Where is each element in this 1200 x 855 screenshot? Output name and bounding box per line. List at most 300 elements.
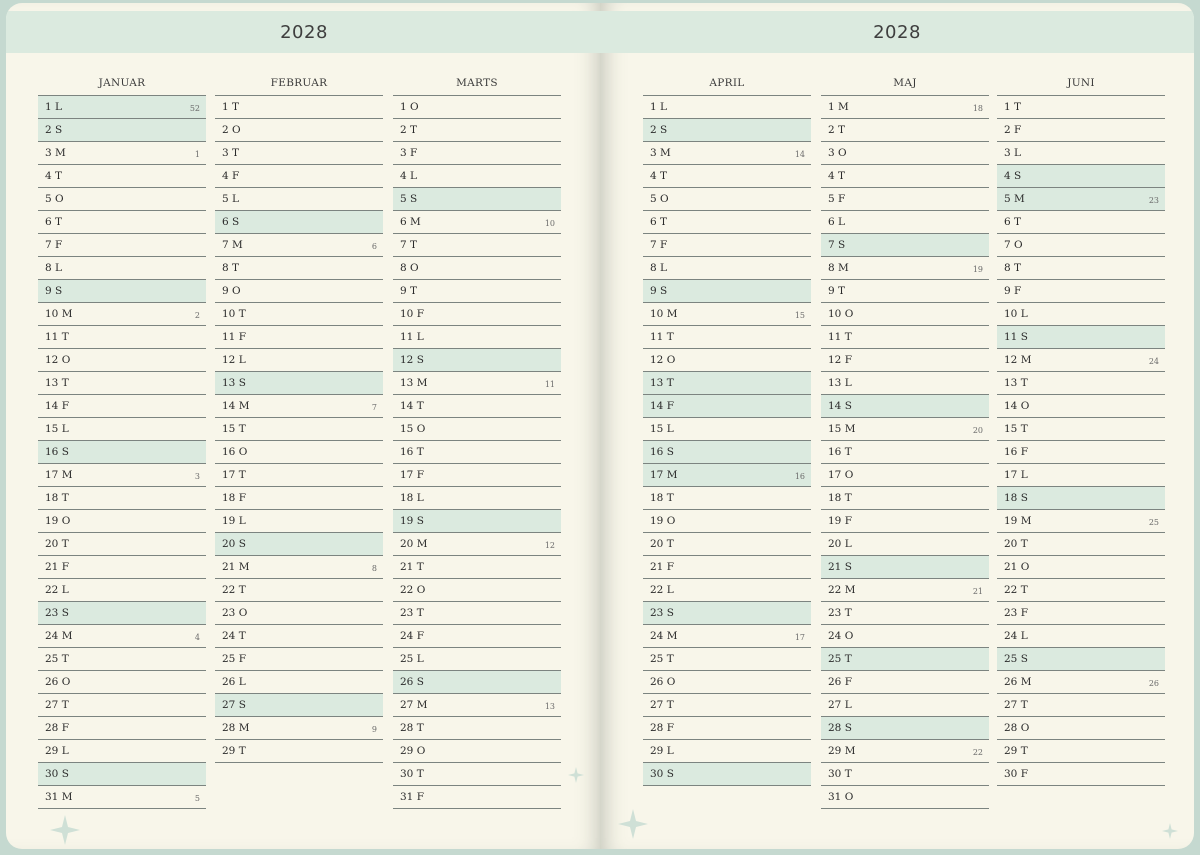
day-label: 4 T: [828, 170, 846, 182]
day-row: [215, 487, 383, 510]
day-label: 10 T: [222, 308, 246, 320]
day-label: 14 O: [1004, 400, 1030, 412]
day-row: [38, 142, 206, 165]
day-label: 22 M: [828, 584, 856, 596]
day-label: 23 F: [1004, 607, 1028, 619]
day-label: 31 M: [45, 791, 73, 803]
day-row: [38, 303, 206, 326]
day-row: [643, 671, 811, 694]
day-label: 19 O: [650, 515, 676, 527]
day-label: 7 F: [45, 239, 63, 251]
day-row: [821, 763, 989, 786]
day-label: 21 O: [1004, 561, 1030, 573]
day-label: 6 T: [45, 216, 63, 228]
day-label: 17 O: [828, 469, 854, 481]
day-row: [997, 487, 1165, 510]
day-row: [215, 165, 383, 188]
day-row: [997, 556, 1165, 579]
day-row: [393, 188, 561, 211]
day-label: 1 T: [1004, 101, 1022, 113]
day-row: [38, 418, 206, 441]
day-row: [38, 648, 206, 671]
day-label: 4 L: [400, 170, 417, 182]
day-row: [393, 165, 561, 188]
day-label: 17 T: [222, 469, 246, 481]
week-number: 6: [371, 242, 377, 251]
day-row: [821, 165, 989, 188]
day-row: [643, 717, 811, 740]
day-label: 15 O: [400, 423, 426, 435]
day-row: [997, 280, 1165, 303]
day-label: 18 T: [828, 492, 852, 504]
day-label: 9 T: [400, 285, 418, 297]
month-column-februar: [215, 71, 383, 763]
day-row: [997, 694, 1165, 717]
day-row: [643, 119, 811, 142]
day-row: [38, 211, 206, 234]
sparkle-icon: [50, 815, 80, 845]
day-label: 14 F: [45, 400, 69, 412]
day-row: [215, 372, 383, 395]
day-label: 28 F: [650, 722, 674, 734]
day-row: [215, 510, 383, 533]
day-row: [38, 579, 206, 602]
day-label: 23 T: [400, 607, 424, 619]
day-row: [821, 579, 989, 602]
day-row: [643, 579, 811, 602]
day-label: 19 L: [222, 515, 246, 527]
day-row: [643, 326, 811, 349]
day-row: [393, 211, 561, 234]
day-label: 8 L: [45, 262, 62, 274]
week-number: 24: [1148, 357, 1159, 366]
day-row: [393, 694, 561, 717]
day-label: 26 F: [828, 676, 852, 688]
day-label: 1 L: [650, 101, 667, 113]
month-column-marts: [393, 71, 561, 809]
day-label: 27 T: [650, 699, 674, 711]
day-row: [393, 234, 561, 257]
day-label: 25 L: [400, 653, 424, 665]
day-row: [997, 119, 1165, 142]
day-row: [821, 326, 989, 349]
day-label: 26 S: [400, 676, 424, 688]
week-number: 52: [189, 104, 200, 113]
week-number: 13: [544, 702, 555, 711]
day-label: 16 T: [828, 446, 852, 458]
day-row: [997, 211, 1165, 234]
day-row: [643, 487, 811, 510]
day-label: 17 F: [400, 469, 424, 481]
day-row: [821, 602, 989, 625]
day-row: [38, 257, 206, 280]
day-label: 27 T: [1004, 699, 1028, 711]
day-label: 15 T: [1004, 423, 1028, 435]
day-label: 14 M: [222, 400, 250, 412]
day-label: 8 T: [1004, 262, 1022, 274]
day-row: [393, 763, 561, 786]
day-label: 12 S: [400, 354, 424, 366]
day-row: [821, 786, 989, 809]
day-label: 17 M: [45, 469, 73, 481]
day-label: 11 L: [400, 331, 424, 343]
month-name: MAJ: [821, 71, 989, 96]
day-label: 18 F: [222, 492, 246, 504]
day-label: 10 O: [828, 308, 854, 320]
day-row: [997, 648, 1165, 671]
week-number: 22: [972, 748, 983, 757]
day-label: 26 M: [1004, 676, 1032, 688]
day-row: [38, 740, 206, 763]
day-label: 25 S: [1004, 653, 1028, 665]
day-label: 25 F: [222, 653, 246, 665]
day-label: 6 S: [222, 216, 240, 228]
week-number: 23: [1148, 196, 1159, 205]
day-row: [393, 280, 561, 303]
day-label: 28 M: [222, 722, 250, 734]
day-row: [38, 510, 206, 533]
day-label: 18 S: [1004, 492, 1028, 504]
day-row: [821, 533, 989, 556]
day-row: [393, 441, 561, 464]
week-number: 19: [972, 265, 983, 274]
day-row: [38, 487, 206, 510]
day-label: 26 L: [222, 676, 246, 688]
week-number: 16: [794, 472, 805, 481]
day-row: [215, 211, 383, 234]
day-row: [215, 740, 383, 763]
day-row: [643, 257, 811, 280]
day-label: 7 O: [1004, 239, 1023, 251]
day-row: [821, 487, 989, 510]
day-row: [215, 349, 383, 372]
day-row: [38, 671, 206, 694]
week-number: 8: [371, 564, 377, 573]
day-row: [38, 119, 206, 142]
month-name: JANUAR: [38, 71, 206, 96]
day-row: [643, 280, 811, 303]
day-label: 9 S: [650, 285, 668, 297]
day-label: 30 S: [45, 768, 69, 780]
day-row: [643, 142, 811, 165]
day-label: 22 O: [400, 584, 426, 596]
day-label: 15 M: [828, 423, 856, 435]
week-number: 26: [1148, 679, 1159, 688]
day-row: [821, 188, 989, 211]
week-number: 12: [544, 541, 555, 550]
day-label: 3 O: [828, 147, 847, 159]
day-label: 22 T: [1004, 584, 1028, 596]
day-label: 13 M: [400, 377, 428, 389]
day-label: 4 T: [45, 170, 63, 182]
day-row: [997, 303, 1165, 326]
day-label: 24 F: [400, 630, 424, 642]
day-label: 5 M: [1004, 193, 1025, 205]
month-column-juni: [997, 71, 1165, 786]
day-row: [821, 510, 989, 533]
day-row: [393, 372, 561, 395]
day-label: 18 L: [400, 492, 424, 504]
day-row: [643, 763, 811, 786]
day-row: [393, 740, 561, 763]
day-label: 12 F: [828, 354, 852, 366]
day-row: [643, 395, 811, 418]
day-label: 27 L: [828, 699, 852, 711]
month-name: APRIL: [643, 71, 811, 96]
day-row: [38, 441, 206, 464]
day-label: 3 F: [400, 147, 418, 159]
day-label: 5 L: [222, 193, 239, 205]
day-row: [215, 395, 383, 418]
day-row: [821, 211, 989, 234]
day-row: [38, 533, 206, 556]
week-number: 4: [194, 633, 200, 642]
day-label: 22 L: [650, 584, 674, 596]
day-label: 13 T: [1004, 377, 1028, 389]
day-row: [643, 441, 811, 464]
sparkle-icon: [568, 767, 584, 783]
sparkle-icon: [1162, 823, 1178, 839]
day-row: [393, 648, 561, 671]
day-label: 2 T: [400, 124, 418, 136]
day-row: [38, 464, 206, 487]
day-label: 21 F: [650, 561, 674, 573]
day-label: 17 M: [650, 469, 678, 481]
day-row: [215, 717, 383, 740]
day-label: 7 M: [222, 239, 243, 251]
day-label: 1 T: [222, 101, 240, 113]
day-label: 20 T: [1004, 538, 1028, 550]
day-label: 8 M: [828, 262, 849, 274]
day-label: 12 O: [650, 354, 676, 366]
day-row: [997, 533, 1165, 556]
day-label: 31 F: [400, 791, 424, 803]
day-label: 24 M: [45, 630, 73, 642]
day-label: 27 T: [45, 699, 69, 711]
week-number: 10: [544, 219, 555, 228]
day-label: 9 T: [828, 285, 846, 297]
day-label: 11 F: [222, 331, 246, 343]
day-label: 2 O: [222, 124, 241, 136]
day-row: [215, 257, 383, 280]
day-row: [38, 625, 206, 648]
day-label: 8 T: [222, 262, 240, 274]
week-number: 2: [194, 311, 200, 320]
day-row: [38, 694, 206, 717]
day-label: 3 L: [1004, 147, 1021, 159]
day-label: 16 S: [45, 446, 69, 458]
day-row: [393, 349, 561, 372]
day-label: 6 T: [1004, 216, 1022, 228]
day-row: [821, 234, 989, 257]
day-label: 10 L: [1004, 308, 1028, 320]
day-row: [393, 142, 561, 165]
day-label: 28 F: [45, 722, 69, 734]
day-row: [393, 487, 561, 510]
week-number: 7: [371, 403, 377, 412]
day-label: 13 T: [650, 377, 674, 389]
day-label: 19 S: [400, 515, 424, 527]
day-row: [997, 234, 1165, 257]
day-row: [997, 257, 1165, 280]
day-label: 7 S: [828, 239, 846, 251]
day-row: [821, 372, 989, 395]
day-label: 8 L: [650, 262, 667, 274]
day-row: [393, 464, 561, 487]
day-label: 28 O: [1004, 722, 1030, 734]
day-label: 19 O: [45, 515, 71, 527]
day-label: 16 F: [1004, 446, 1028, 458]
day-row: [215, 602, 383, 625]
day-label: 20 L: [828, 538, 852, 550]
day-label: 29 T: [1004, 745, 1028, 757]
day-row: [38, 556, 206, 579]
week-number: 17: [794, 633, 805, 642]
day-row: [821, 142, 989, 165]
day-row: [821, 694, 989, 717]
year-header-left: [6, 11, 602, 53]
week-number: 11: [544, 380, 555, 389]
day-row: [643, 349, 811, 372]
day-label: 5 F: [828, 193, 846, 205]
day-row: [643, 188, 811, 211]
day-label: 11 T: [828, 331, 852, 343]
day-row: [393, 671, 561, 694]
day-label: 11 T: [45, 331, 69, 343]
day-label: 1 M: [828, 101, 849, 113]
day-label: 29 L: [45, 745, 69, 757]
day-row: [997, 740, 1165, 763]
day-row: [643, 372, 811, 395]
day-label: 19 M: [1004, 515, 1032, 527]
day-label: 5 S: [400, 193, 418, 205]
day-label: 3 M: [650, 147, 671, 159]
day-row: [215, 142, 383, 165]
day-label: 15 L: [45, 423, 69, 435]
day-row: [997, 602, 1165, 625]
week-number: 15: [794, 311, 805, 320]
day-label: 10 M: [45, 308, 73, 320]
day-row: [821, 96, 989, 119]
month-name: JUNI: [997, 71, 1165, 96]
day-row: [393, 717, 561, 740]
day-label: 20 M: [400, 538, 428, 550]
year-label-left: 2028: [280, 21, 328, 43]
day-label: 25 T: [45, 653, 69, 665]
day-label: 25 T: [650, 653, 674, 665]
day-row: [38, 602, 206, 625]
day-label: 6 M: [400, 216, 421, 228]
day-label: 3 T: [222, 147, 240, 159]
week-number: 1: [194, 150, 200, 159]
day-label: 8 O: [400, 262, 419, 274]
day-row: [393, 625, 561, 648]
day-label: 20 T: [45, 538, 69, 550]
sparkle-icon: [618, 809, 648, 839]
week-number: 25: [1148, 518, 1159, 527]
day-label: 5 O: [45, 193, 64, 205]
day-label: 30 S: [650, 768, 674, 780]
day-row: [821, 280, 989, 303]
day-row: [215, 441, 383, 464]
week-number: 14: [794, 150, 805, 159]
day-label: 21 M: [222, 561, 250, 573]
day-label: 12 L: [222, 354, 246, 366]
day-row: [38, 280, 206, 303]
day-label: 29 O: [400, 745, 426, 757]
day-row: [997, 326, 1165, 349]
day-row: [38, 96, 206, 119]
month-column-januar: [38, 71, 206, 809]
day-label: 5 O: [650, 193, 669, 205]
day-label: 23 O: [222, 607, 248, 619]
day-row: [997, 96, 1165, 119]
day-label: 24 O: [828, 630, 854, 642]
day-row: [215, 234, 383, 257]
month-name: FEBRUAR: [215, 71, 383, 96]
day-label: 16 S: [650, 446, 674, 458]
day-label: 9 F: [1004, 285, 1022, 297]
day-label: 23 S: [650, 607, 674, 619]
day-row: [38, 165, 206, 188]
day-row: [821, 717, 989, 740]
day-row: [821, 395, 989, 418]
day-row: [215, 625, 383, 648]
day-row: [38, 349, 206, 372]
day-label: 29 M: [828, 745, 856, 757]
week-number: 20: [972, 426, 983, 435]
day-label: 21 S: [828, 561, 852, 573]
day-label: 28 S: [828, 722, 852, 734]
day-row: [393, 579, 561, 602]
day-row: [38, 188, 206, 211]
day-label: 20 S: [222, 538, 246, 550]
year-header-right: [600, 11, 1194, 53]
day-label: 2 S: [45, 124, 63, 136]
day-label: 30 F: [1004, 768, 1028, 780]
day-label: 26 O: [45, 676, 71, 688]
day-row: [821, 119, 989, 142]
day-label: 13 L: [828, 377, 852, 389]
day-label: 16 T: [400, 446, 424, 458]
day-row: [997, 372, 1165, 395]
day-label: 22 L: [45, 584, 69, 596]
day-row: [997, 763, 1165, 786]
day-row: [215, 119, 383, 142]
day-row: [643, 96, 811, 119]
day-row: [997, 671, 1165, 694]
day-row: [821, 740, 989, 763]
day-row: [643, 648, 811, 671]
day-label: 2 F: [1004, 124, 1022, 136]
day-label: 10 M: [650, 308, 678, 320]
day-label: 12 O: [45, 354, 71, 366]
day-row: [38, 326, 206, 349]
day-row: [643, 740, 811, 763]
day-label: 23 T: [828, 607, 852, 619]
day-row: [997, 418, 1165, 441]
day-row: [215, 648, 383, 671]
day-label: 7 F: [650, 239, 668, 251]
day-label: 12 M: [1004, 354, 1032, 366]
day-row: [393, 556, 561, 579]
day-row: [38, 395, 206, 418]
day-label: 23 S: [45, 607, 69, 619]
day-row: [821, 441, 989, 464]
day-row: [821, 418, 989, 441]
day-label: 30 T: [828, 768, 852, 780]
day-label: 18 T: [45, 492, 69, 504]
